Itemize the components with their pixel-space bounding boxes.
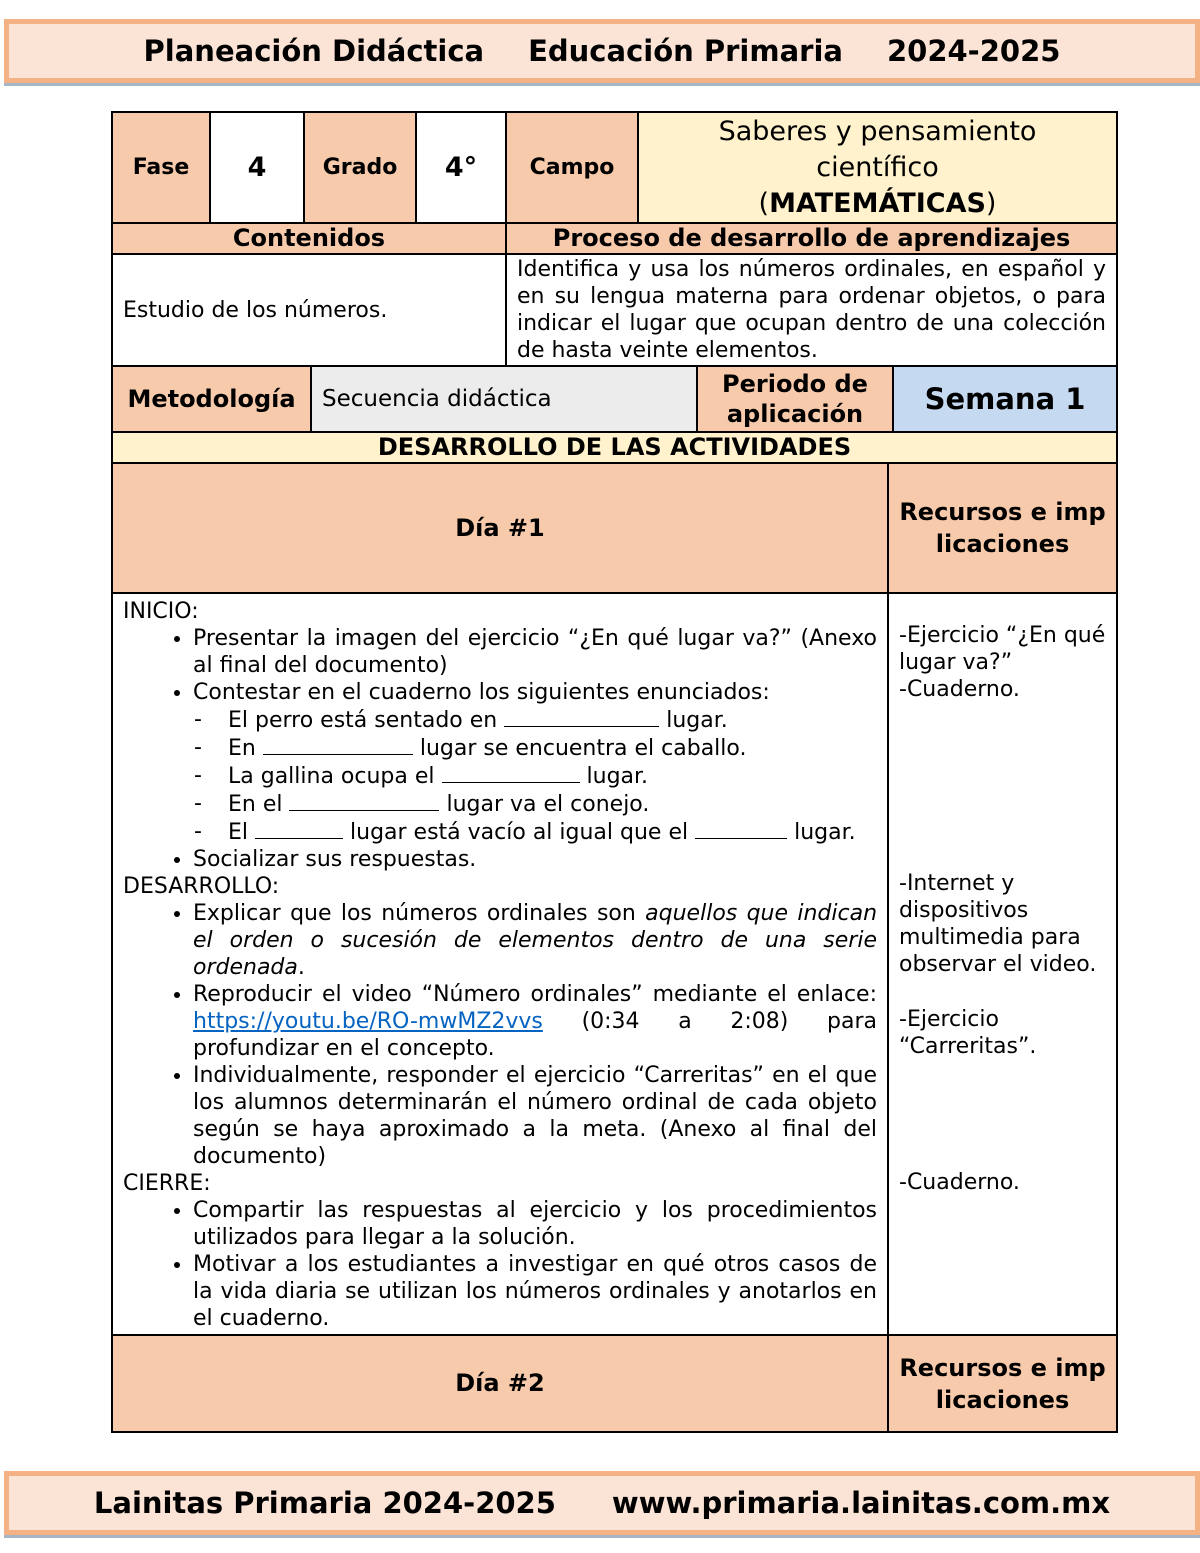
question-4: - En el lugar va el conejo. [228,790,877,818]
day1-resources [888,593,1117,1335]
resource-5: -Cuaderno. [899,1170,1020,1195]
metodologia-value: Secuencia didáctica [310,367,696,431]
day1-title: Día #1 [112,463,888,593]
planning-table [111,111,1118,1433]
video-link[interactable]: https://youtu.be/RO-mwMZ2vvs [193,1009,543,1034]
day1-resources-header: Recursos e implicaciones [888,463,1117,593]
header-level: Educación Primaria [528,34,843,68]
proceso-label: Proceso de desarrollo de aprendizajes [506,223,1117,254]
cierre-bullet-2: • Motivar a los estudiantes a investigar en qué otros casos de la vida diaria se utilizan los números ordinales y anotarlos en el cuaderno. [193,1251,877,1332]
cierre-bullet-1: • Compartir las respuestas al ejercicio y los procedimientos utilizados para llegar a la solución. [193,1197,877,1251]
campo-value: Saberes y pensamiento científico (MATEMÁTICAS) [638,112,1117,223]
fase-label: Fase [112,112,210,223]
question-5: - El lugar está vacío al igual que el lugar. [228,818,877,846]
contenidos-label: Contenidos [112,223,506,254]
inicio-bullet-2: • Contestar en el cuaderno los siguientes enunciados: [193,679,877,706]
resource-3: -Internet y dispositivos multimedia para observar el video. [899,871,1097,977]
inicio-bullet-1: • Presentar la imagen del ejercicio “¿En qué lugar va?” (Anexo al final del documento) [193,625,877,679]
questions-list [123,706,877,846]
proceso-value: Identifica y usa los números ordinales, en español y en su lengua materna para ordenar objetos, o para indicar el lugar que ocupan dentro de una colección de hasta veinte elementos. [506,254,1117,366]
periodo-label: Periodo de aplicación [696,367,892,431]
grado-label: Grado [304,112,416,223]
inicio-bullet-3: • Socializar sus respuestas. [193,846,877,873]
periodo-value: Semana 1 [892,367,1116,431]
campo-text: Saberes y pensamiento científico [718,115,1037,183]
desarrollo-heading: DESARROLLO: [123,874,280,899]
header-banner [4,19,1200,83]
header-title: Planeación Didáctica [143,34,485,68]
question-2: - En lugar se encuentra el caballo. [228,734,877,762]
resource-1: -Ejercicio “¿En qué lugar va?” [899,623,1106,675]
inicio-heading: INICIO: [123,599,199,624]
day2-resources-header: Recursos e implicaciones [888,1335,1117,1432]
day1-activities [112,593,888,1335]
footer-url: www.primaria.lainitas.com.mx [611,1486,1111,1520]
footer-banner [4,1471,1200,1535]
desarrollo-bullet-3: • Individualmente, responder el ejercicio “Carreritas” en el que los alumnos determinarán el número ordinal de cada objeto según se haya aproximado a la meta. (Anexo al final del documento) [193,1062,877,1170]
campo-label: Campo [506,112,638,223]
desarrollo-bullet-1: • Explicar que los números ordinales son aquellos que indican el orden o sucesión de elementos dentro de una serie ordenada. [193,900,877,981]
contenido-value: Estudio de los números. [112,254,506,366]
resource-2: -Cuaderno. [899,677,1020,702]
footer-brand: Lainitas Primaria 2024-2025 [93,1486,556,1520]
campo-subject: MATEMÁTICAS [769,187,986,219]
cierre-heading: CIERRE: [123,1171,211,1196]
metodologia-label: Metodología [113,367,310,431]
fase-value: 4 [210,112,304,223]
day2-title: Día #2 [112,1335,888,1432]
desarrollo-bullet-2: • Reproducir el video “Número ordinales” mediante el enlace: https://youtu.be/RO-mwMZ2vvs (0:34 a 2:08) para profundizar en el concepto. [193,981,877,1062]
question-3: - La gallina ocupa el lugar. [228,762,877,790]
grado-value: 4° [416,112,506,223]
question-1: - El perro está sentado en lugar. [228,706,877,734]
resource-4: -Ejercicio “Carreritas”. [899,1007,1037,1059]
header-year: 2024-2025 [886,34,1061,68]
desarrollo-title: DESARROLLO DE LAS ACTIVIDADES [112,432,1117,463]
